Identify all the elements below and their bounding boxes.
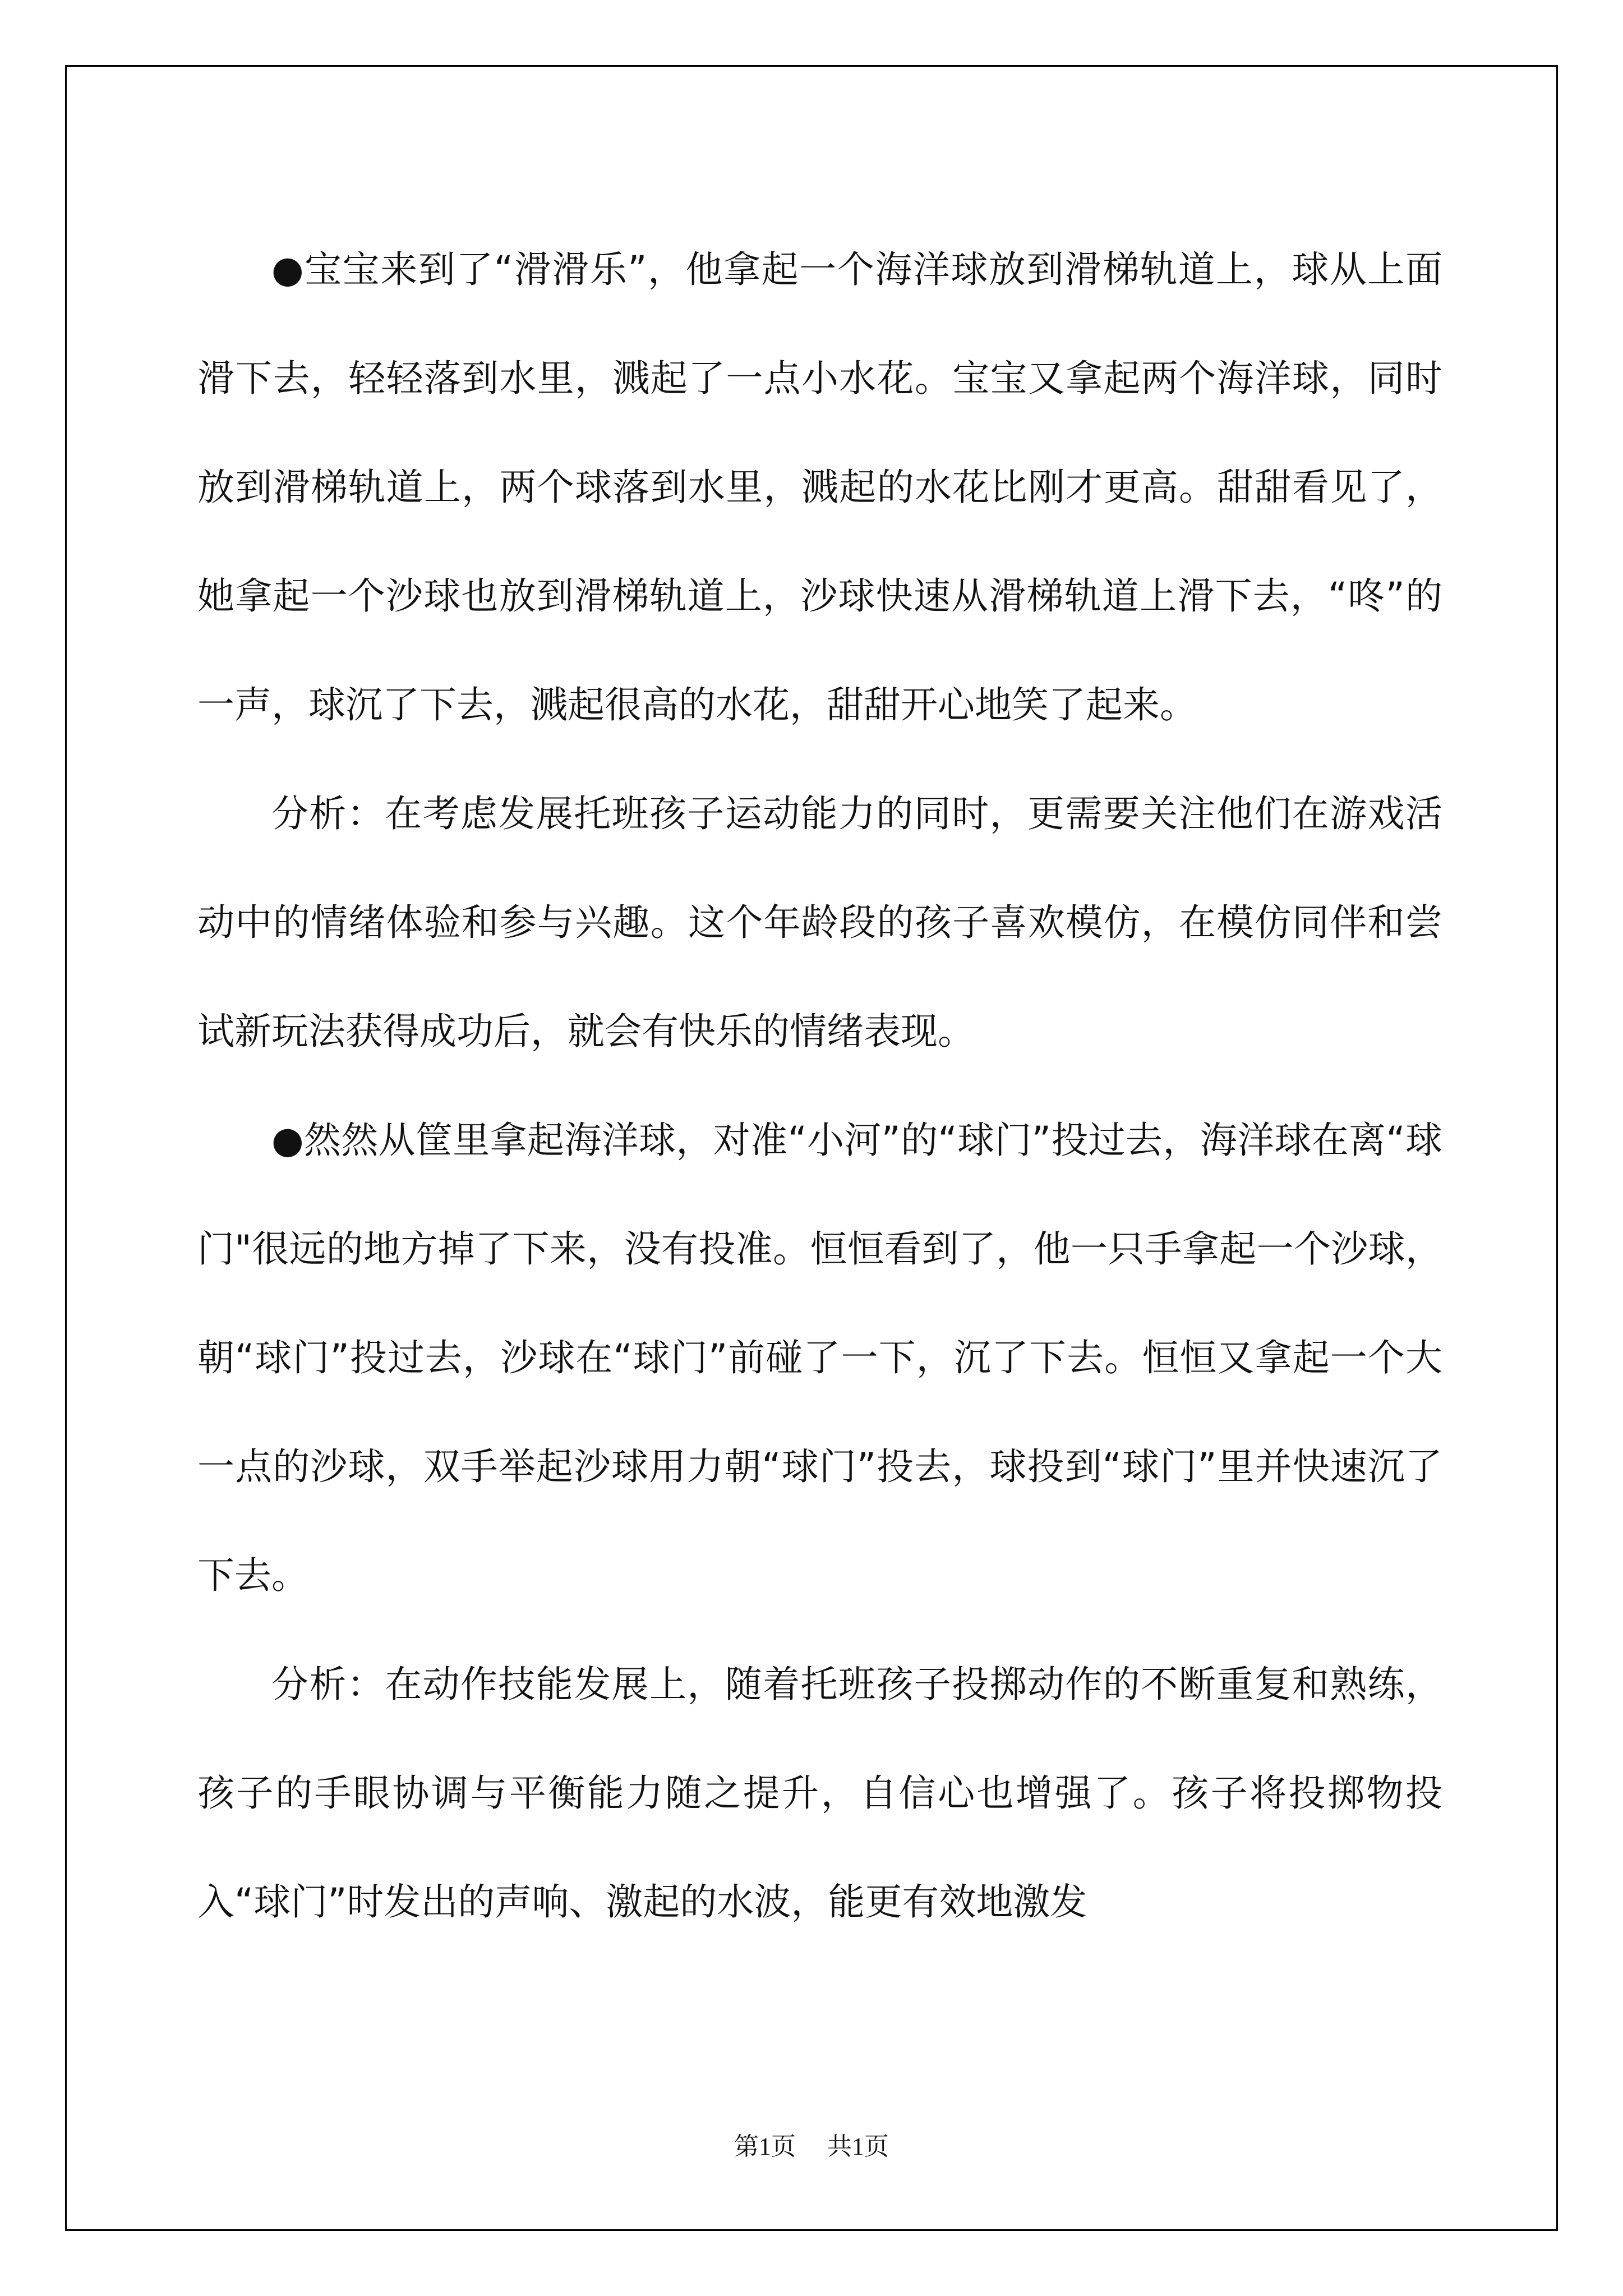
page-number-current: 第1页 [734,2133,796,2160]
page-number-total: 共1页 [827,2133,889,2160]
paragraph-1: ●宝宝来到了“滑滑乐”，他拿起一个海洋球放到滑梯轨道上，球从上面滑下去，轻轻落到水里，溅起了一点小水花。宝宝又拿起两个海洋球，同时放到滑梯轨道上，两个球落到水里，溅起的水花比刚才更高。甜甜看见了，她拿起一个沙球也放到滑梯轨道上，沙球快速从滑梯轨道上滑下去，“咚”的一声，球沉了下去，溅起很高的水花，甜甜开心地笑了起来。 [197,248,1442,726]
paragraph-2: 分析：在考虑发展托班孩子运动能力的同时，更需要关注他们在游戏活动中的情绪体验和参与兴趣。这个年龄段的孩子喜欢模仿，在模仿同伴和尝试新玩法获得成功后，就会有快乐的情绪表现。 [197,792,1442,1053]
paragraph-4: 分析：在动作技能发展上，随着托班孩子投掷动作的不断重复和熟练，孩子的手眼协调与平衡能力随之提升，自信心也增强了。孩子将投掷物投入“球门”时发出的声响、激起的水波，能更有效地激发 [197,1663,1442,1924]
document-body [197,215,1442,1957]
page-footer [0,2126,1623,2162]
paragraph-3: ●然然从筐里拿起海洋球，对准“小河”的“球门”投过去，海洋球在离“球门"很远的地方掉了下来，没有投准。恒恒看到了，他一只手拿起一个沙球，朝“球门”投过去，沙球在“球门”前碰了一下，沉了下去。恒恒又拿起一个大一点的沙球，双手举起沙球用力朝“球门”投去，球投到“球门”里并快速沉了下去。 [197,1119,1442,1597]
